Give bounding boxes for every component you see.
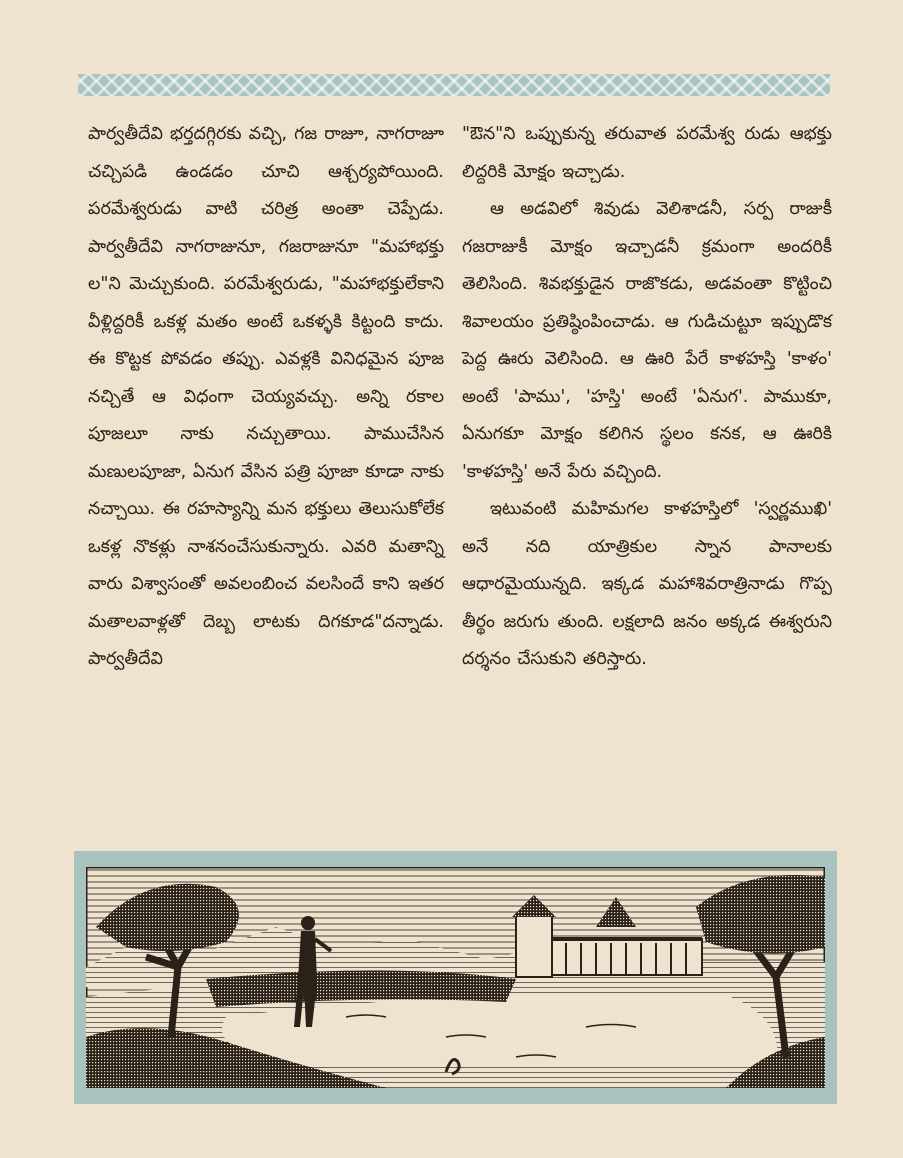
right-paragraph-3: ఇటువంటి మహిమగల కాళహస్తిలో 'స్వర్ణముఖి' అనే నది యాత్రికుల స్నాన పానాలకు ఆధారమైయున్నది. ఇక్కడ మహాశివరాత్రినాడు గొప్ప తీర్థం జరుగు తుంది. లక్షలాది జనం అక్కడ ఈశ్వరుని దర్శనం చేసుకుని తరిస్తారు. xyxy=(462,499,832,669)
right-text-column xyxy=(462,116,832,679)
left-paragraph-1: పార్వతీదేవి భర్తదగ్గిరకు వచ్చి, గజ రాజూ, నాగరాజూ చచ్చిపడి ఉండడం చూచి ఆశ్చర్యపోయింది. పరమేశ్వరుడు వాటి చరిత్ర అంతా చెప్పేడు. పార్వతీదేవి నాగరాజునూ, గజరాజునూ "మహాభక్తు ల"ని మెచ్చుకుంది. పరమేశ్వరుడు, "మహాభక్తులేకాని వీళ్లిద్దరికీ ఒకళ్ల మతం అంటే ఒకళ్ళకి కిట్టంది కాదు. ఈ కొట్టక పోవడం తప్పు. ఎవళ్లకి వినిధమైన పూజ నచ్చితే ఆ విధంగా చెయ్యవచ్చు. అన్ని రకాల పూజలూ నాకు నచ్చుతాయి. పాముచేసిన మణులపూజా, ఏనుగ వేసిన పత్రి పూజా కూడా నాకు నచ్చాయి. ఈ రహస్యాన్ని మన భక్తులు తెలుసుకోలేక ఒకళ్ల నొకళ్లు నాశనంచేసుకున్నారు. ఎవరి మతాన్ని వారు విశ్వాసంతో అవలంబించ వలసిందే కాని ఇతర మతాలవాళ్లతో దెబ్బ లాటకు దిగకూడ"దన్నాడు. పార్వతీదేవి xyxy=(88,124,444,669)
temple-landscape-woodcut-icon xyxy=(86,867,825,1088)
right-paragraph-2: ఆ అడవిలో శివుడు వెలిశాడనీ, సర్ప రాజుకీ గజరాజుకీ మోక్షం ఇచ్చాడనీ క్రమంగా అందరికీ తెలిసింది. శివభక్తుడైన రాజొకడు, అడవంతా కొట్టించి శివాలయం ప్రతిష్ఠింపించాడు. ఆ గుడిచుట్టూ ఇప్పుడొక పెద్ద ఊరు వెలిసింది. ఆ ఊరి పేరే కాళహస్తి 'కాళం' అంటే 'పాము', 'హస్తి' అంటే 'ఏనుగ'. పాముకూ, ఏనుగకూ మోక్షం కలిగిన స్థలం కనక, ఆ ఊరికి 'కాళహస్తి' అనే పేరు వచ్చింది. xyxy=(462,199,832,482)
decorative-border-band xyxy=(78,74,830,96)
left-text-column xyxy=(88,116,444,679)
illustration-frame xyxy=(74,851,837,1104)
right-paragraph-1: "ఔన"ని ఒప్పుకున్న తరువాత పరమేశ్వ రుడు ఆభక్తు లిద్దరికి మోక్షం ఇచ్చాడు. xyxy=(462,124,832,182)
